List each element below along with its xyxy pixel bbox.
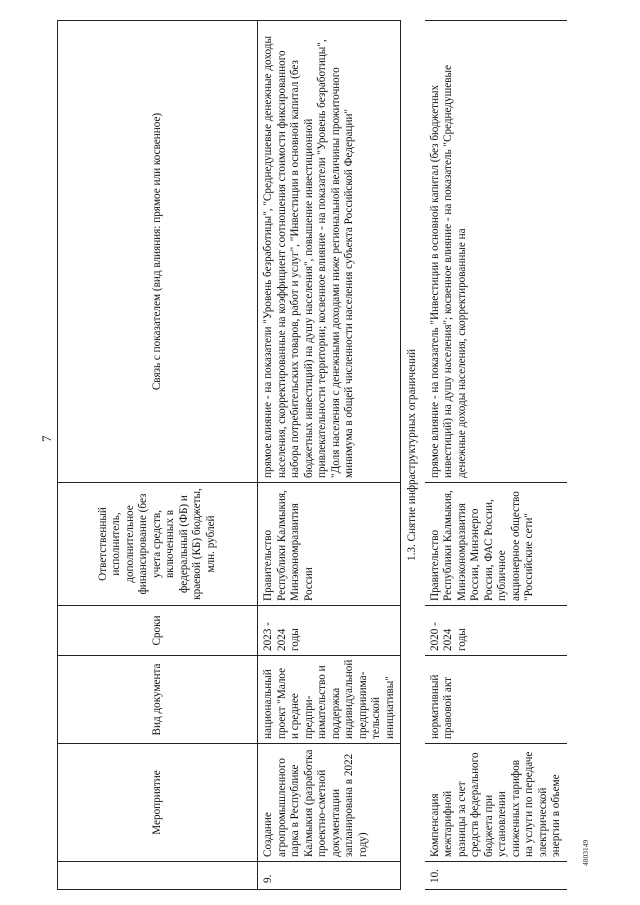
rotated-page-content bbox=[57, 20, 587, 890]
document-code: 4803149 bbox=[581, 839, 590, 866]
executor-cell: Правительство Республики Калмыкия, Минэкономразвития России bbox=[258, 483, 401, 606]
terms-cell: 2020 - 2024 годы bbox=[425, 606, 567, 656]
page-number: 7 bbox=[39, 435, 54, 442]
header-num bbox=[58, 862, 258, 890]
table-row bbox=[258, 21, 401, 890]
measures-table bbox=[57, 20, 567, 890]
executor-cell: Правительство Республики Калмыкия, Минэкономразвития России, Минэнерго России, ФАС России, публичное акционерное общество "Российские сети" bbox=[425, 483, 567, 606]
link-cell: прямое влияние - на показатели "Уровень безработицы", "Среднедушевые денежные доходы населения, скорректированные на коэффициент соотношения стоимости фиксированного набора потребительских товаров, работ и услуг", "Инвестиции в основной капитал (без бюджетных инвестиций) на душу населения", повышение инвестиционной привлекательности территории; косвенное влияние - на показатели "Уровень безработицы", "Доля населения с денежными доходами ниже региональной величины прожиточного минимума в общей численности населения субъекта Российской Федерации" bbox=[258, 21, 401, 483]
header-doc-type: Вид документа bbox=[58, 656, 258, 744]
header-terms: Сроки bbox=[58, 606, 258, 656]
doc-type-cell: нормативный правовой акт bbox=[425, 656, 567, 744]
doc-type-cell: национальный проект "Малое и среднее предпри-нимательство и поддержка индивидуальной предпринима-тельской инициативы" bbox=[258, 656, 401, 744]
table-row bbox=[425, 21, 567, 890]
header-activity: Мероприятие bbox=[58, 744, 258, 862]
link-cell: прямое влияние - на показатель "Инвестиции в основной капитал (без бюджетных инвестиций) на душу населения"; косвенное влияние - на показатель "Среднедушевые денежные доходы населения, скорректированные на bbox=[425, 21, 567, 483]
row-number: 10. bbox=[425, 862, 567, 890]
section-row bbox=[401, 21, 425, 890]
activity-cell: Создание агропромышленного парка в Республике Калмыкия (разработка проектно-сметной документации запланирована в 2022 году) bbox=[258, 744, 401, 862]
activity-cell: Компенсация межтарифной разницы за счет средств федерального бюджета при установлении сниженных тарифов на услуги по передаче электрической энергии в объеме bbox=[425, 744, 567, 862]
section-title: 1.3. Снятие инфраструктурных ограничений bbox=[406, 349, 418, 562]
table-header-row bbox=[58, 21, 258, 890]
terms-cell: 2023 - 2024 годы bbox=[258, 606, 401, 656]
row-number: 9. bbox=[258, 862, 401, 890]
header-executor: Ответственный исполнитель, дополнительное финансирование (без учета средств, включенных в федеральный (ФБ) и краевой (КБ) бюджеты, млн. рублей bbox=[58, 483, 258, 606]
header-link: Связь с показателем (вид влияния: прямое или косвенное) bbox=[58, 21, 258, 483]
